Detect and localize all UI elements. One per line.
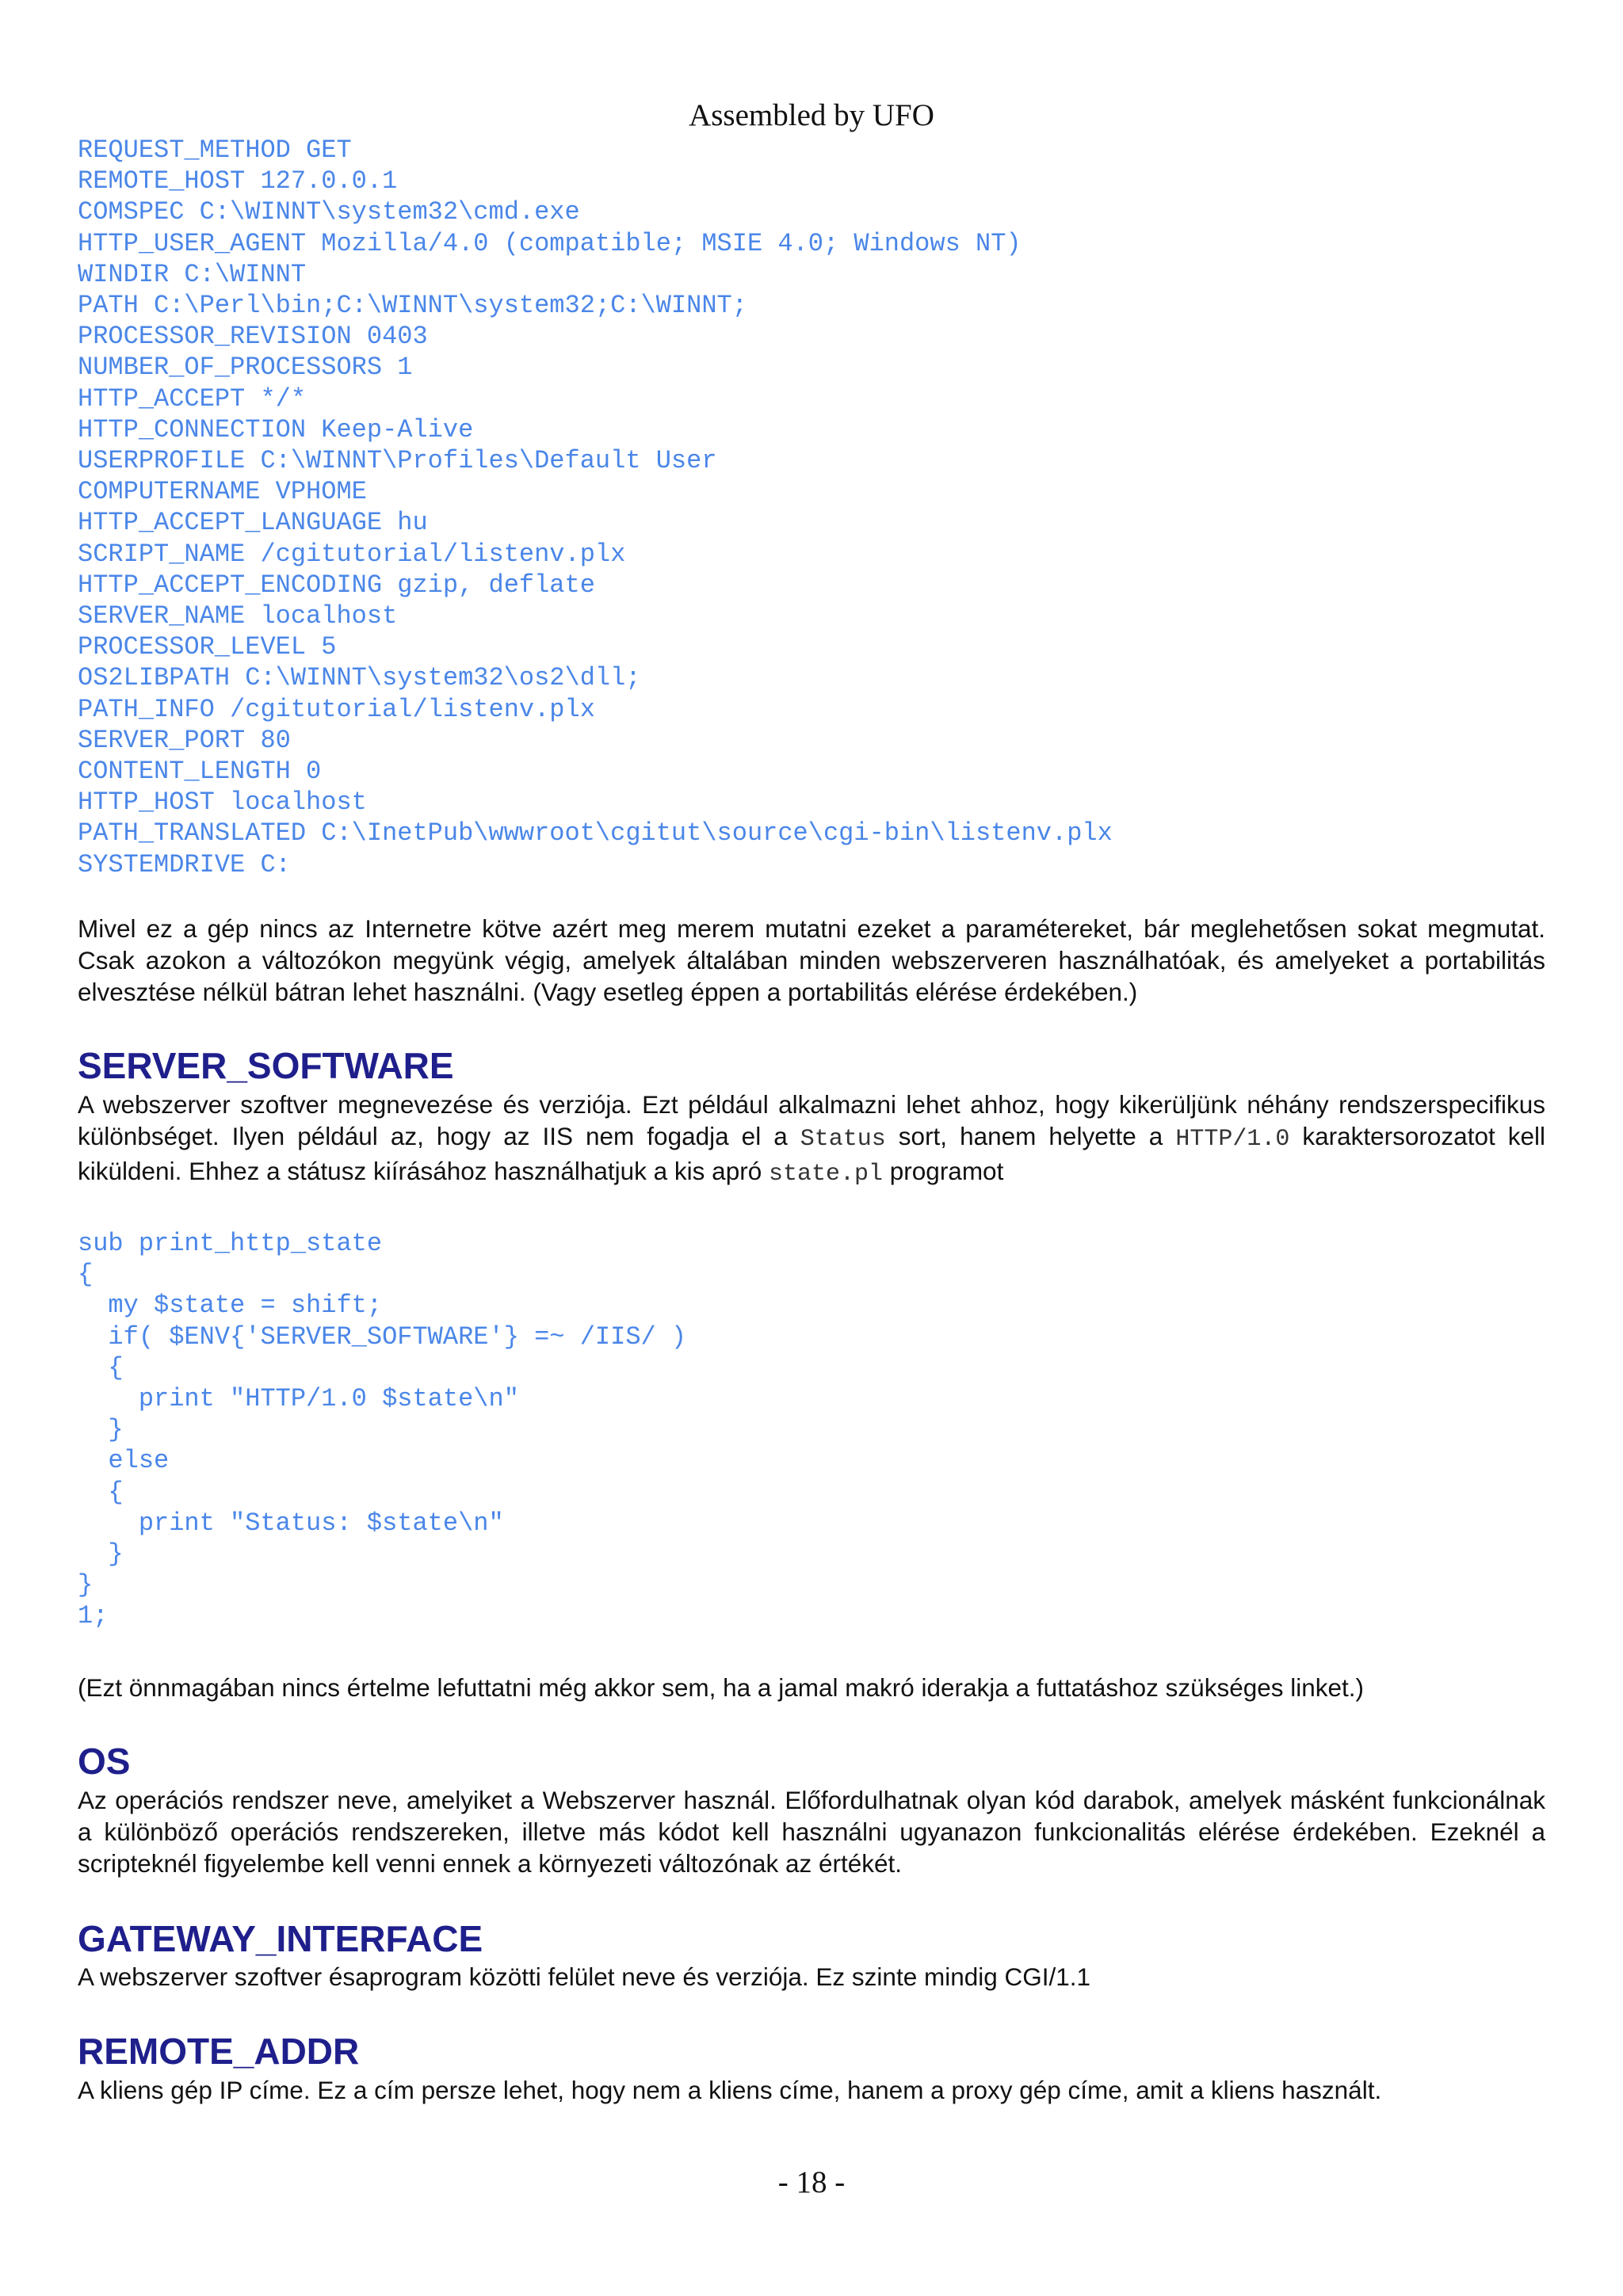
env-line: WINDIR C:\WINNT: [78, 259, 307, 289]
env-line: HTTP_HOST localhost: [78, 788, 367, 818]
env-line: PATH_INFO /cgitutorial/listenv.plx: [78, 694, 595, 724]
env-line: REQUEST_METHOD GET: [78, 135, 352, 165]
code-line: {: [78, 1477, 124, 1507]
gateway-interface-paragraph: A webszerver szoftver ésaprogram közötti felület neve és verziója. Ez szinte mindig CGI/1.1: [78, 1962, 1091, 1991]
code-line: {: [78, 1352, 124, 1383]
code-note-paragraph: (Ezt önnmagában nincs értelme lefuttatni még akkor sem, ha a jamal makró iderakja a futtatáshoz szükséges linket.): [78, 1673, 1365, 1702]
env-line: OS2LIBPATH C:\WINNT\system32\os2\dll;: [78, 663, 641, 693]
env-line: REMOTE_HOST 127.0.0.1: [78, 166, 398, 196]
code-line: 1;: [78, 1601, 109, 1631]
env-line: HTTP_USER_AGENT Mozilla/4.0 (compatible; MSIE 4.0; Windows NT): [78, 228, 1022, 258]
code-line: print "HTTP/1.0 $state\n": [78, 1384, 519, 1414]
code-line: print "Status: $state\n": [78, 1508, 504, 1538]
code-line: }: [78, 1539, 124, 1569]
server-software-text-2: sort, hanem helyette a: [885, 1122, 1176, 1150]
section-heading-server-software: SERVER_SOFTWARE: [78, 1045, 454, 1086]
env-line: COMSPEC C:\WINNT\system32\cmd.exe: [78, 197, 580, 227]
os-paragraph: Az operációs rendszer neve, amelyiket a Webszerver használ. Előfordulhatnak olyan kód darabok, amelyek másként funkcionálnak a különböző operációs rendszereken, illetve más kódot kell használni ugyanazon funkcionalitás elérése érdekében. Ezeknél a scripteknél figyelembe kell venni ennek a környezeti változónak az értékét.: [78, 1786, 1545, 1878]
env-variable-listing: [78, 135, 1113, 880]
section-heading-gateway-interface: GATEWAY_INTERFACE: [78, 1918, 483, 1959]
remote-addr-paragraph: A kliens gép IP címe. Ez a cím persze lehet, hogy nem a kliens címe, hanem a proxy gép címe, amit a kliens használt.: [78, 2076, 1382, 2104]
page-number: - 18 -: [777, 2165, 846, 2199]
env-line: HTTP_ACCEPT */*: [78, 383, 307, 414]
env-line: COMPUTERNAME VPHOME: [78, 477, 367, 507]
intro-paragraph: Mivel ez a gép nincs az Internetre kötve azért meg merem mutatni ezeket a paramétereket, bár meglehetősen sokat megmutat. Csak azokon a változókon megyünk végig, amelyek általában minden webszerveren használhatóak, és amelyeket a portabilitás elvesztése nélkül bátran lehet használni. (Vagy esetleg éppen a portabilitás elérése érdekében.): [78, 914, 1545, 1006]
env-line: PATH_TRANSLATED C:\InetPub\wwwroot\cgitut\source\cgi-bin\listenv.plx: [78, 818, 1113, 849]
perl-code-listing: [78, 1228, 686, 1632]
inline-code-state-pl: state.pl: [768, 1161, 884, 1188]
code-line: {: [78, 1260, 94, 1290]
code-line: }: [78, 1570, 94, 1600]
env-line: HTTP_ACCEPT_LANGUAGE hu: [78, 508, 428, 538]
env-line: PATH C:\Perl\bin;C:\WINNT\system32;C:\WINNT;: [78, 291, 747, 321]
section-heading-remote-addr: REMOTE_ADDR: [78, 2031, 360, 2072]
env-line: SYSTEMDRIVE C:: [78, 849, 291, 879]
env-line: USERPROFILE C:\WINNT\Profiles\Default User: [78, 446, 717, 476]
code-line: sub print_http_state: [78, 1229, 383, 1258]
inline-code-http10: HTTP/1.0: [1175, 1126, 1290, 1153]
code-line: else: [78, 1446, 170, 1476]
server-software-paragraph: [78, 1089, 1545, 1190]
env-line: SERVER_PORT 80: [78, 725, 291, 755]
server-software-text-1: A webszerver szoftver megnevezése és verziója. Ezt például alkalmazni lehet ahhoz, hogy kikerüljünk néhány rendszerspecifikus különbséget. Ilyen például az, hogy az IIS nem fogadja el a: [78, 1090, 1545, 1150]
code-line: if( $ENV{'SERVER_SOFTWARE'} =~ /IIS/ ): [78, 1322, 687, 1352]
env-line: PROCESSOR_REVISION 0403: [78, 322, 428, 352]
env-line: SERVER_NAME localhost: [78, 601, 398, 631]
code-line: }: [78, 1415, 124, 1445]
env-line: SCRIPT_NAME /cgitutorial/listenv.plx: [78, 539, 626, 569]
env-line: PROCESSOR_LEVEL 5: [78, 632, 337, 662]
page-header-title: Assembled by UFO: [689, 98, 934, 132]
env-line: CONTENT_LENGTH 0: [78, 757, 322, 787]
code-line: my $state = shift;: [78, 1291, 383, 1321]
server-software-text-3: karaktersorozatot kell kiküldeni. Ehhez a státusz kiírásához használhatjuk a kis apró: [78, 1122, 1546, 1185]
inline-code-status: Status: [800, 1126, 886, 1153]
env-line: HTTP_CONNECTION Keep-Alive: [78, 414, 474, 444]
section-heading-os: OS: [78, 1741, 131, 1782]
env-line: NUMBER_OF_PROCESSORS 1: [78, 353, 413, 383]
server-software-text-4: programot: [883, 1157, 1004, 1185]
env-line: HTTP_ACCEPT_ENCODING gzip, deflate: [78, 570, 595, 600]
